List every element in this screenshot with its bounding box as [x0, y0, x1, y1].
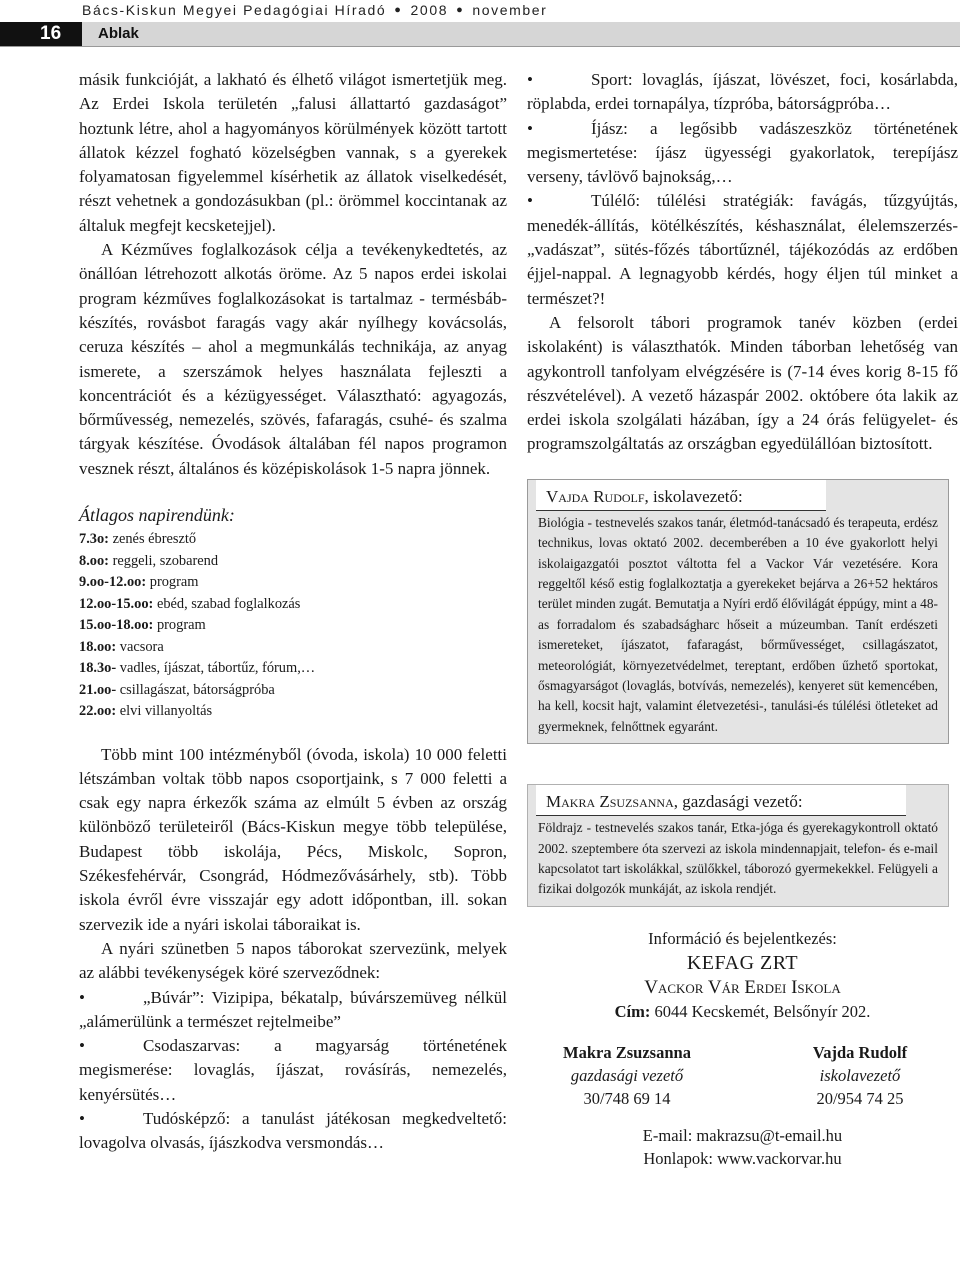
bullet-icon: • — [79, 987, 85, 1007]
staff-box-makra — [527, 784, 949, 907]
right-column — [527, 68, 958, 1170]
daily-schedule — [79, 503, 507, 723]
staff-name: Vajda Rudolf — [546, 486, 645, 506]
contact-people — [527, 1041, 958, 1110]
staff-name: Makra Zsuzsanna — [546, 792, 674, 812]
bullet-separator: ● — [394, 4, 403, 16]
person-phone: 20/954 74 25 — [816, 1088, 904, 1108]
left-column — [79, 68, 507, 1156]
schedule-item — [79, 551, 507, 573]
schedule-time: 8.oo: — [79, 552, 109, 569]
person-name: Makra Zsuzsanna — [563, 1042, 691, 1062]
schedule-activity: reggeli, szobarend — [108, 552, 219, 569]
staff-heading — [536, 480, 826, 511]
schedule-activity: vadles, íjászat, tábortűz, fórum,… — [116, 660, 316, 677]
email-address: E-mail: makrazsu@t-email.hu — [642, 1125, 843, 1145]
schedule-activity: elvi villanyoltás — [116, 703, 213, 720]
schedule-item — [79, 615, 507, 637]
schedule-item — [79, 658, 507, 680]
bullet-icon: • — [527, 118, 533, 138]
list-item — [79, 1107, 507, 1156]
person-role: iskolavezető — [819, 1065, 901, 1085]
address-value: 6044 Kecskemét, Belsőnyír 202. — [650, 1001, 871, 1021]
contact-person — [537, 1041, 717, 1110]
schedule-time: 12.oo-15.oo: — [79, 595, 154, 612]
schedule-activity: program — [153, 617, 206, 634]
list-item — [527, 189, 958, 310]
list-item-text: Sport: lovaglás, íjászat, lövészet, foci, kosárlabda, röplabda, erdei tornapálya, tízpróba, bátorságpróba… — [527, 70, 958, 114]
issue-month: november — [472, 2, 548, 18]
schedule-title: Átlagos napirendünk: — [79, 505, 235, 526]
bullet-separator: ● — [456, 4, 465, 16]
person-name: Vajda Rudolf — [812, 1042, 908, 1062]
person-role: gazdasági vezető — [570, 1065, 684, 1085]
list-item — [527, 117, 958, 190]
list-item — [79, 1034, 507, 1107]
contact-block — [527, 927, 958, 1023]
schedule-time: 9.oo-12.oo: — [79, 574, 147, 591]
list-item-text: Tudósképző: a tanulást játékosan megkedveltető: lovagolva olvasás, íjászkodva versmondás… — [79, 1109, 507, 1153]
paragraph: Több mint 100 intézményből (óvoda, iskola) 10 000 feletti létszámban voltak több napos csoportjaink, s 7 000 feletti a csak egy napra érkezők száma az elmúlt 5 évben az ország különböző területeiről (Bács-Kiskun megye több települése, Budapest több iskolája, Pécs, Miskolc, Sopron, Székesfehérvár, Csongrád, Hódmezővásárhely, stb). Több iskola évről évre visszajár egy adott időpontban, ill. sokan szervezik ide a nyári iskolai táboraikat is. — [79, 744, 507, 934]
spacer — [79, 723, 507, 743]
paragraph: másik funkcióját, a lakható és élhető világot ismertetjük meg. Az Erdei Iskola területén „falusi állattartó gazdaságot” hoztunk létre, ahol a hagyományos körülmények között tartott állatok kézzel fogható közelségben vannak, s a gyerekek folyamatosan figyelemmel kísérhetik az állatok viselkedését, részt vehetnek a gondozásukban (pl.: örömmel koccintanak az általuk megfejt kecsketejjel). — [79, 70, 507, 235]
list-item — [79, 986, 507, 1035]
schedule-item — [79, 572, 507, 594]
schedule-item — [79, 637, 507, 659]
schedule-activity: vacsora — [116, 638, 164, 655]
list-item — [527, 68, 958, 117]
person-phone: 30/748 69 14 — [583, 1088, 671, 1108]
journal-title: Bács-Kiskun Megyei Pedagógiai Híradó — [82, 2, 387, 18]
bullet-icon: • — [527, 70, 533, 89]
schedule-activity: zenés ébresztő — [108, 531, 197, 548]
contact-person — [770, 1041, 950, 1110]
schedule-item — [79, 529, 507, 551]
schedule-item — [79, 680, 507, 702]
staff-box-vajda — [527, 479, 949, 744]
list-item-text: Íjász: a legősibb vadászeszköz történetének megismertetése: íjász ügyességi gyakorlatok, terepíjász verseny, távlövő bajnokság,… — [527, 118, 958, 187]
paragraph: A felsorolt tábori programok tanév közben (erdei iskolaként) is választhatók. Minden táborban lehetőség van agykontroll tanfolyam elvégzésére is (7-14 éves korig 8-15 fő részvételével). A vezető házaspár 2002. októbere óta lakik az erdei iskola szolgálati házában, így a 24 órás felügyelet- és programszolgáltatás az országban egyedülállóan biztosított. — [527, 312, 958, 454]
page-number: 16 — [0, 22, 82, 46]
schedule-activity: ebéd, szabad foglalkozás — [153, 595, 301, 612]
section-title: Ablak — [98, 25, 139, 42]
schedule-time: 18.3o- — [79, 660, 117, 677]
staff-role: , iskolavezető: — [644, 486, 743, 506]
staff-heading — [536, 785, 906, 816]
schedule-time: 22.oo: — [79, 703, 117, 720]
school-name: Vackor Vár Erdei Iskola — [644, 976, 841, 998]
organization-name: KEFAG ZRT — [686, 951, 799, 974]
schedule-activity: csillagászat, bátorságpróba — [116, 681, 275, 698]
staff-bio: Biológia - testnevelés szakos tanár, életmód-tanácsadó és terapeuta, erdész technikus, lovas oktató 2002. decemberében a 10 éve gyakorlott helyi iskolaigazgatói posztot váltotta fel a Vackor Vár vezetésére. Kora reggeltől késő estig foglalkoztatja a gyerekeket bejárva a 26+52 hektáros terület minden zugát. Bemutatja a Nyíri erdő élővilágát éppúgy, mint a 48-as forradalom és szabadságharc hőseit a múzeumban. Tanít erdészeti ismereteket, íjászatot, fafaragást, bőrművességet, csillagászatot, meteorológiát, környezetvédelmet, tereptant, erdőben űzhető sportokat, ősmagyarságot (lovaglás, botvívás, nemezelés), kenyeret süt kemencében, ha kell, kocsit hajt, valamint életvezetési-, tanulási-és túlélési ötleteket ad gyermeknek, felnőttnek egyaránt. — [538, 514, 938, 734]
staff-bio: Földrajz - testnevelés szakos tanár, Etka-jóga és gyerekagykontroll oktató 2002. szeptembere óta szervezi az iskola mindennapjait, telefon- és e-mail kapcsolatot tart iskolákkal, szülőkkel, táborozó gyermekekkel. Felügyeli a fizikai dolgozók munkáját, az iskola rendjét. — [538, 820, 938, 897]
schedule-time: 7.3o: — [79, 531, 109, 548]
contact-info-label: Információ és bejelentkezés: — [648, 928, 837, 948]
bullet-icon: • — [79, 1109, 85, 1128]
schedule-activity: program — [146, 574, 199, 591]
paragraph: A Kézműves foglalkozások célja a tevékenykedtetés, az önállóan létrehozott alkotás öröme. Az 5 napos erdei iskolai program kézműves foglalkozásokat is tartalmaz - termésbáb-készítés, rovásbot faragás vagy akár nyílhegy kovácsolás, ceruza készítés – ahol a megmunkálás technikája, az anyag ismerete, a szerszámok helyes használata fejleszti a koncentrációt és a kézügyességet. Választható: agyagozás, bőrművesség, nemezelés, szövés, fafaragás, csuhé- és szalma tárgyak készítése. Óvodások általában fél napos programon vesznek részt, általános és középiskolások 1-5 napra jönnek. — [79, 240, 507, 478]
paragraph: A nyári szünetben 5 napos táborokat szervezünk, melyek az alábbi tevékenységek köré szerveződnek: — [79, 938, 507, 983]
website: Honlapok: www.vackorvar.hu — [643, 1148, 842, 1168]
schedule-time: 18.oo: — [79, 638, 117, 655]
bullet-icon: • — [79, 1036, 85, 1056]
schedule-time: 15.oo-18.oo: — [79, 617, 154, 634]
online-contacts — [527, 1124, 958, 1170]
address — [527, 1000, 958, 1023]
schedule-time: 21.oo- — [79, 681, 117, 698]
schedule-item — [79, 701, 507, 723]
schedule-item — [79, 594, 507, 616]
address-label: Cím: — [614, 1001, 651, 1021]
list-item-text: „Búvár”: Vizipipa, békatalp, búvárszemüveg nélkül „alámerülünk a természet rejtelmeibe” — [79, 987, 507, 1031]
running-header — [82, 0, 960, 20]
staff-role: , gazdasági vezető: — [673, 792, 803, 812]
list-item-text: Túlélő: túlélési stratégiák: favágás, tűzgyújtás, menedék-állítás, kötélkészítés, késhasználat, élelemszerzés- „vadászat”, sütés-főzés tábortűznél, tájékozódás az erdőben éjjel-nappal. A legnagyobb kérdés, hogy éljen túl minket a természet?! — [527, 191, 958, 308]
bullet-icon: • — [527, 191, 533, 211]
section-bar — [0, 22, 960, 47]
issue-year: 2008 — [410, 2, 449, 18]
list-item-text: Csodaszarvas: a magyarság történetének megismerése: lovaglás, íjászat, rovásírás, nemezelés, kenyérsütés… — [79, 1036, 507, 1104]
